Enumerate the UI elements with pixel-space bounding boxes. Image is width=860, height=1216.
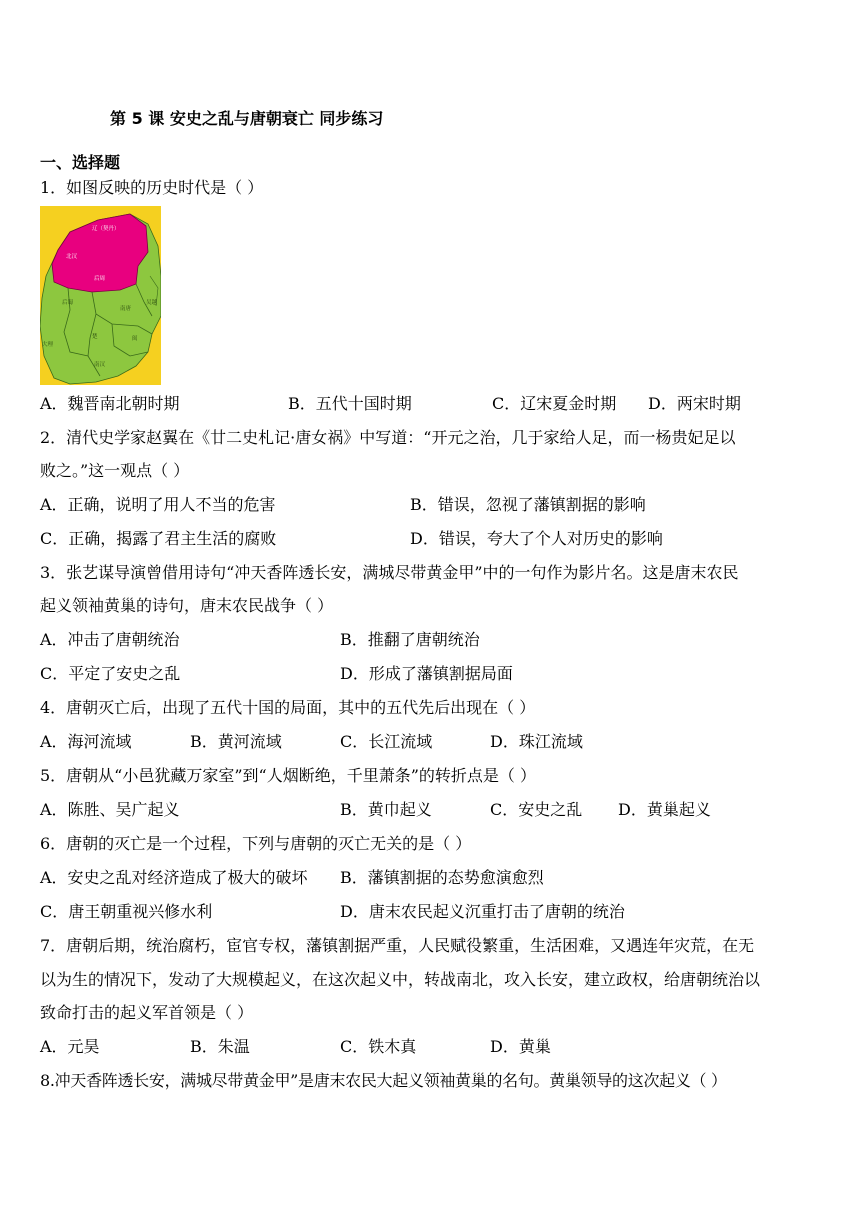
- question-4-stem: 4．唐朝灭亡后，出现了五代十国的局面，其中的五代先后出现在（ ）: [40, 698, 536, 717]
- q3-option-a[interactable]: A．冲击了唐朝统治: [40, 630, 180, 649]
- question-2-stem-line2: 败之。”这一观点（ ）: [40, 461, 190, 480]
- q5-option-c[interactable]: C．安史之乱: [490, 800, 583, 819]
- q7-option-c[interactable]: C．铁木真: [340, 1037, 417, 1056]
- q5-option-a[interactable]: A．陈胜、吴广起义: [40, 800, 180, 819]
- q2-option-d[interactable]: D．错误，夸大了个人对历史的影响: [410, 529, 663, 548]
- q2-option-c[interactable]: C．正确，揭露了君主生活的腐败: [40, 529, 277, 548]
- question-6-stem: 6．唐朝的灭亡是一个过程，下列与唐朝的灭亡无关的是（ ）: [40, 834, 472, 853]
- q1-option-b[interactable]: B．五代十国时期: [288, 394, 412, 413]
- map-label-northern-han: 北汉: [66, 254, 78, 260]
- map-label-later-shu: 后蜀: [62, 300, 74, 306]
- q3-option-b[interactable]: B．推翻了唐朝统治: [340, 630, 480, 649]
- q7-option-a[interactable]: A．元昊: [40, 1037, 100, 1056]
- question-3-stem-line1: 3．张艺谋导演曾借用诗句“冲天香阵透长安，满城尽带黄金甲”中的一句作为影片名。这是唐末农民: [40, 563, 739, 582]
- map-label-southern-han: 南汉: [94, 362, 106, 368]
- q6-option-c[interactable]: C．唐王朝重视兴修水利: [40, 902, 213, 921]
- map-label-wuyue: 吴越: [146, 300, 158, 306]
- q4-option-a[interactable]: A．海河流域: [40, 732, 132, 751]
- q5-option-d[interactable]: D．黄巢起义: [618, 800, 711, 819]
- q3-option-c[interactable]: C．平定了安史之乱: [40, 664, 181, 683]
- question-5-stem: 5．唐朝从“小邑犹藏万家室”到“人烟断绝，千里萧条”的转折点是（ ）: [40, 766, 536, 785]
- q2-option-a[interactable]: A．正确，说明了用人不当的危害: [40, 495, 276, 514]
- map-label-min: 闽: [132, 336, 138, 342]
- page-title: 第 5 课 安史之乱与唐朝衰亡 同步练习: [110, 109, 384, 128]
- q6-option-b[interactable]: B．藩镇割据的态势愈演愈烈: [340, 868, 544, 887]
- q2-option-b[interactable]: B．错误，忽视了藩镇割据的影响: [410, 495, 646, 514]
- section-heading: 一、选择题: [40, 153, 121, 172]
- question-7-stem-line2: 以为生的情况下，发动了大规模起义，在这次起义中，转战南北，攻入长安，建立政权，给唐朝统治以: [40, 970, 761, 989]
- q4-option-b[interactable]: B．黄河流域: [190, 732, 282, 751]
- map-label-southern-tang: 南唐: [120, 306, 132, 312]
- q6-option-a[interactable]: A．安史之乱对经济造成了极大的破坏: [40, 868, 308, 887]
- q5-option-b[interactable]: B．黄巾起义: [340, 800, 432, 819]
- question-2-stem-line1: 2．清代史学家赵翼在《廿二史札记·唐女祸》中写道：“开元之治，几于家给人足，而一杨贵妃足以: [40, 428, 736, 447]
- q7-option-b[interactable]: B．朱温: [190, 1037, 250, 1056]
- question-8-stem: 8.冲天香阵透长安，满城尽带黄金甲”是唐末农民大起义领袖黄巢的名句。黄巢领导的这次起义（ ）: [40, 1071, 727, 1090]
- q1-option-a[interactable]: A．魏晋南北朝时期: [40, 394, 180, 413]
- q3-option-d[interactable]: D．形成了藩镇割据局面: [340, 664, 513, 683]
- question-7-stem-line1: 7．唐朝后期，统治腐朽，宦官专权，藩镇割据严重，人民赋役繁重，生活困难，又遇连年灾荒，在无: [40, 936, 755, 955]
- q1-option-d[interactable]: D．两宋时期: [648, 394, 741, 413]
- q7-option-d[interactable]: D．黄巢: [490, 1037, 551, 1056]
- question-7-stem-line3: 致命打击的起义军首领是（ ）: [40, 1003, 254, 1022]
- q4-option-c[interactable]: C．长江流域: [340, 732, 433, 751]
- question-3-stem-line2: 起义领袖黄巢的诗句，唐末农民战争（ ）: [40, 596, 334, 615]
- map-label-dali: 大理: [42, 342, 54, 348]
- map-label-later-zhou: 后周: [94, 276, 106, 282]
- five-dynasties-map: [40, 206, 161, 385]
- q6-option-d[interactable]: D．唐末农民起义沉重打击了唐朝的统治: [340, 902, 625, 921]
- q1-option-c[interactable]: C．辽宋夏金时期: [492, 394, 617, 413]
- question-1-stem: 1．如图反映的历史时代是（ ）: [40, 178, 264, 197]
- q4-option-d[interactable]: D．珠江流域: [490, 732, 583, 751]
- map-label-chu: 楚: [92, 334, 98, 340]
- map-label-liao: 辽（契丹）: [92, 226, 120, 232]
